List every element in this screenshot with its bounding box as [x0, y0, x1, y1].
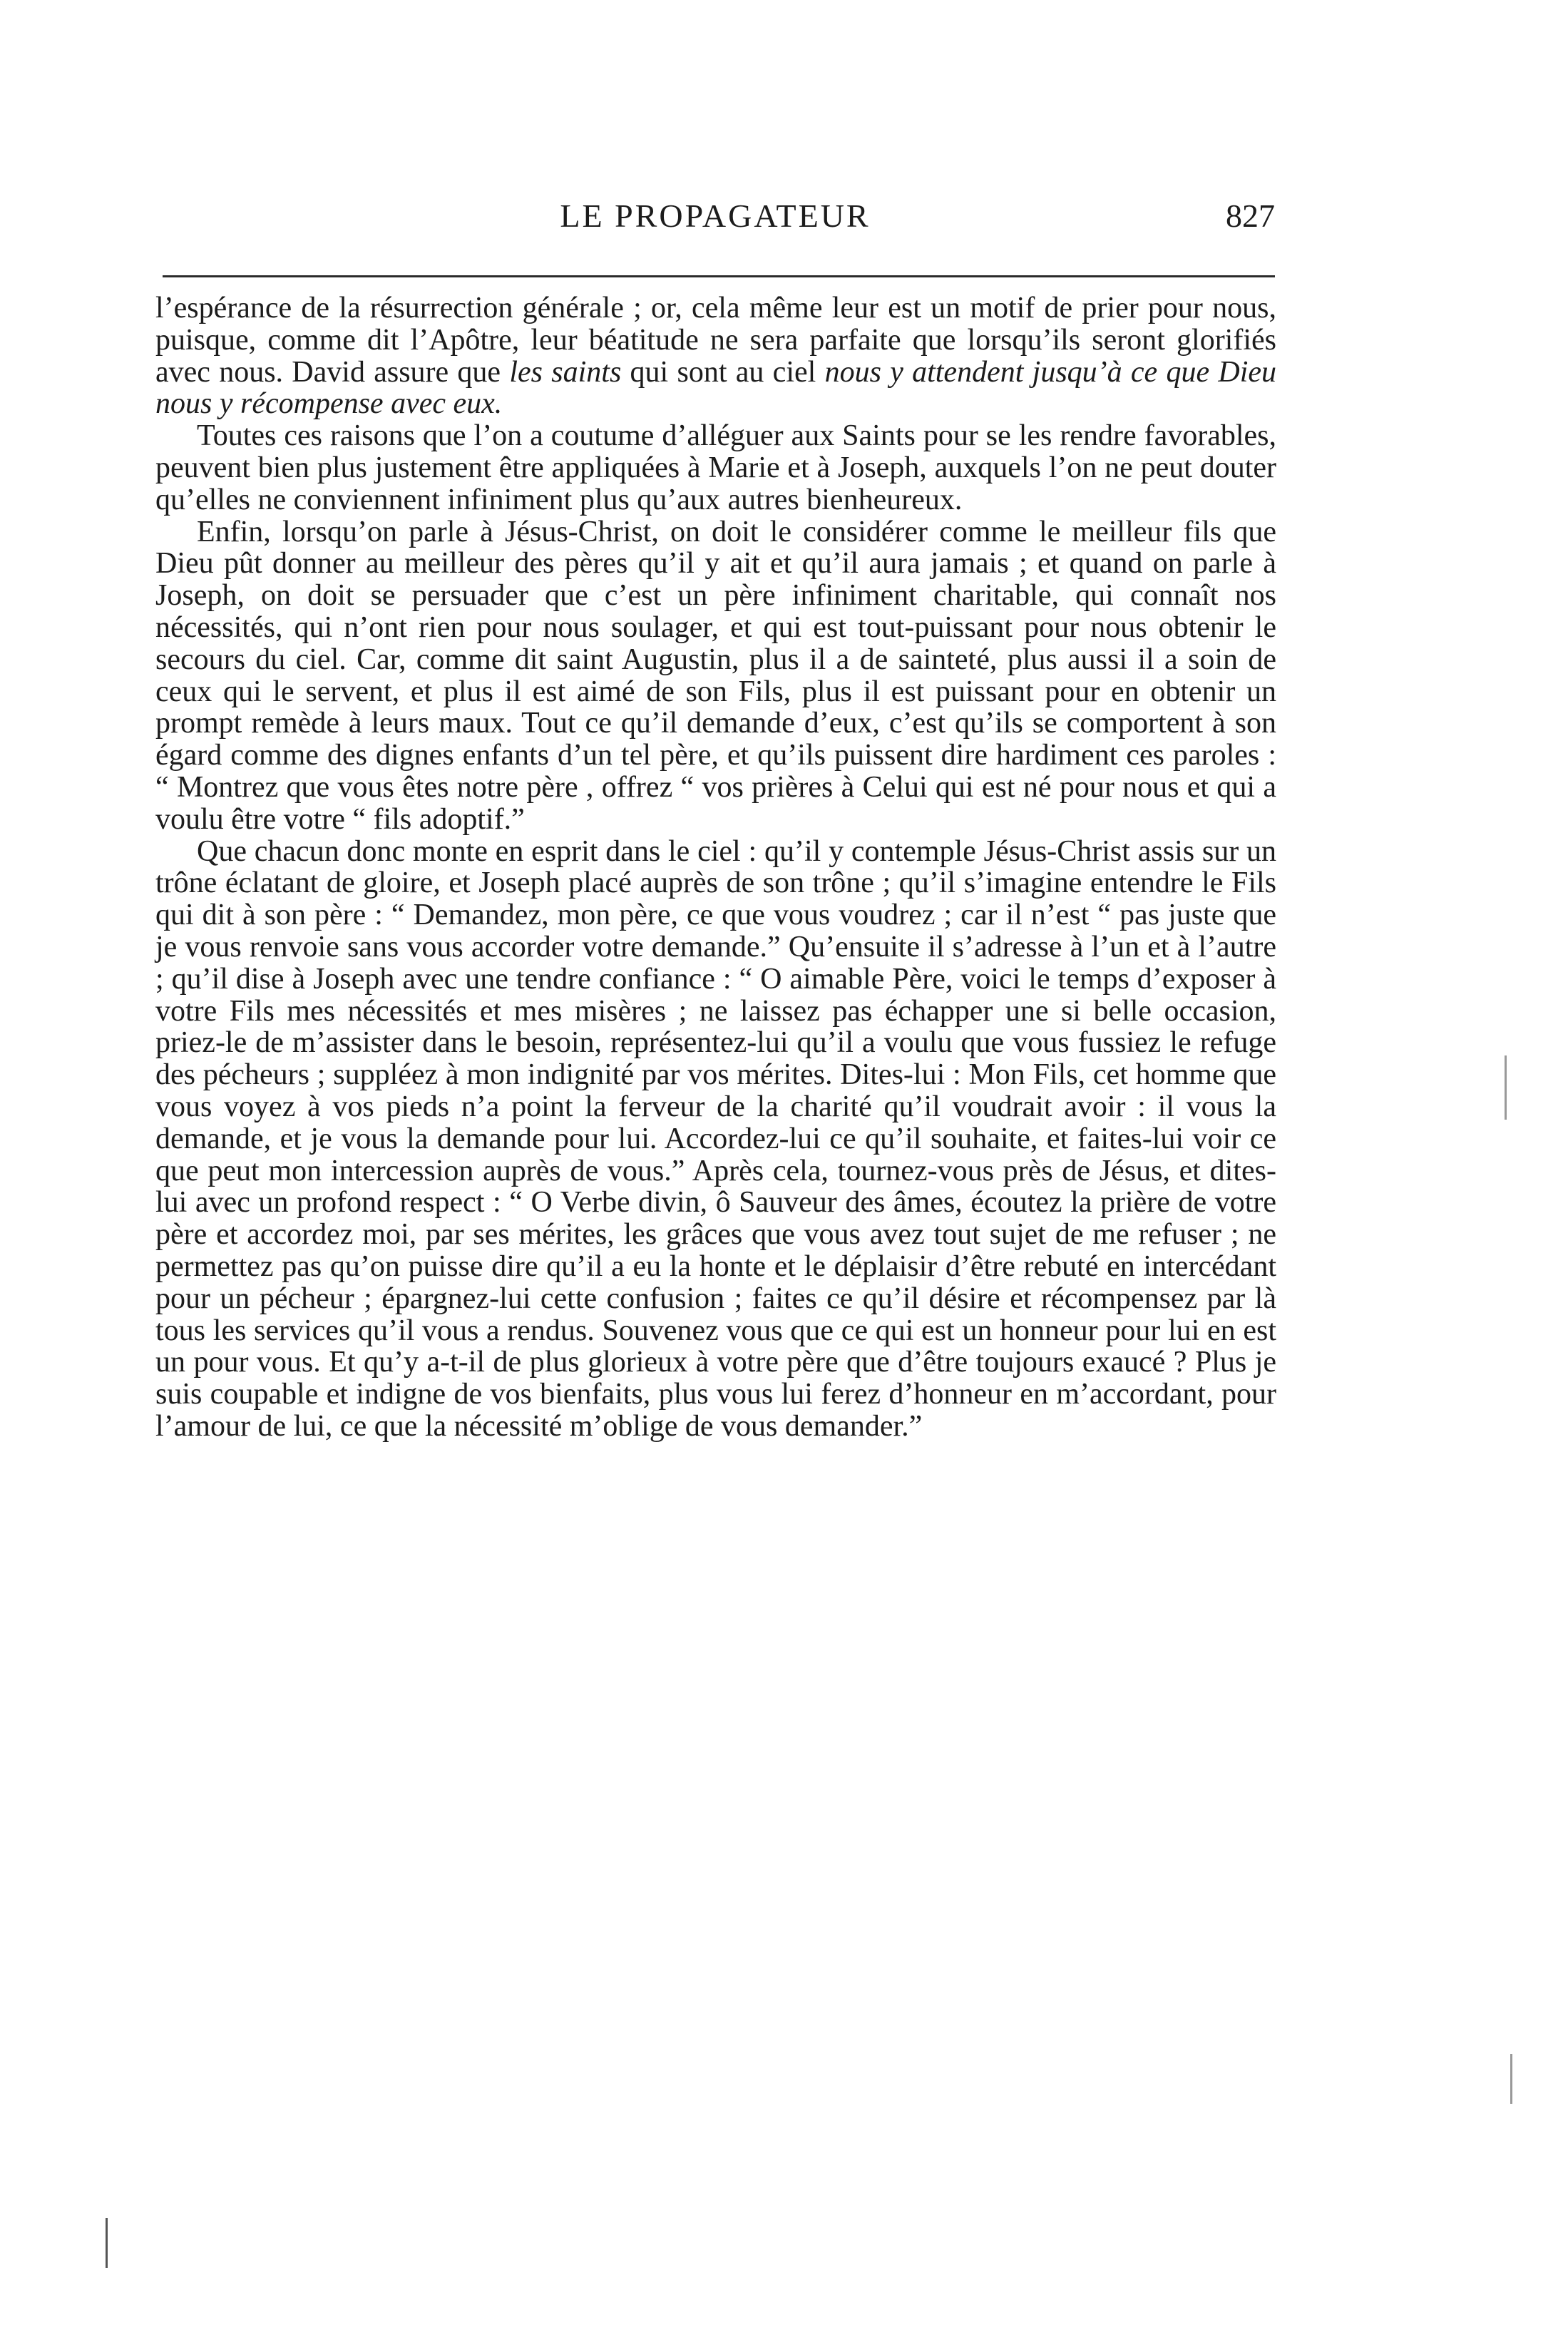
scan-edge-mark — [1505, 1055, 1507, 1120]
paragraph-1-italic-2: nous y attendent jusqu’à ce que Dieu nous y récompense avec eux. — [155, 355, 1277, 421]
paragraph-2 — [155, 420, 1276, 516]
running-head — [155, 191, 1275, 241]
running-title: LE PROPAGATEUR — [560, 198, 871, 234]
paragraph-1-italic-1: les saints — [509, 355, 622, 389]
body-text — [155, 292, 1276, 1443]
paragraph-3 — [155, 516, 1276, 836]
paragraph-3-text: Enfin, lorsqu’on parle à Jésus-Christ, on doit le considérer comme le meilleur fils que Dieu pût donner au meilleur des pères qu’il y ait et qu’il aura jamais ; et quand on parle à Joseph, on doit se persuader que c’est un père infiniment charitable, qui connaît nos nécessités, qui n’ont rien pour nous soulager, et qui est tout-puissant pour nous obtenir le secours du ciel. Car, comme dit saint Augustin, plus il a de sainteté, plus aussi il a soin de ceux qui le servent, et plus il est aimé de son Fils, plus il est puissant pour en obtenir un prompt remède à leurs maux. Tout ce qu’il demande d’eux, c’est qu’ils se comportent à son égard comme des dignes enfants d’un tel père, et qu’ils puissent dire hardiment ces paroles : “ Montrez que vous êtes notre père , offrez “ vos prières à Celui qui est né pour nous et qui a voulu être votre “ fils adoptif.” — [155, 515, 1276, 836]
paragraph-1-text-1: l’espérance de la résurrection générale ; or, cela même leur est un motif de prier pour nous, puisque, comme dit l’Apôtre, leur béatitude ne sera parfaite que lorsqu’ils seront glorifiés avec nous. David assure que — [155, 292, 1276, 389]
paragraph-1 — [155, 292, 1276, 420]
page-number: 827 — [1226, 198, 1275, 234]
scan-edge-mark — [106, 2218, 108, 2268]
paragraph-1-text-2: qui sont au ciel — [621, 355, 825, 389]
header-rule — [163, 275, 1275, 277]
paragraph-2-text: Toutes ces raisons que l’on a coutume d’alléguer aux Saints pour se les rendre favorables, peuvent bien plus justement être appliquées à Marie et à Joseph, auxquels l’on ne peut douter qu’elles ne conviennent infiniment plus qu’aux autres bienheureux. — [155, 419, 1276, 516]
paragraph-4-text: Que chacun donc monte en esprit dans le ciel : qu’il y contemple Jésus-Christ assis sur un trône éclatant de gloire, et Joseph placé auprès de son trône ; qu’il s’imagine entendre le Fils qui dit à son père : “ Demandez, mon père, ce que vous voudrez ; car il n’est “ pas juste que je vous renvoie sans vous accorder votre demande.” Qu’ensuite il s’adresse à l’un et à l’autre ; qu’il dise à Joseph avec une tendre confiance : “ O aimable Père, voici le temps d’exposer à votre Fils mes nécessités et mes misères ; ne laissez pas échapper une si belle occasion, priez-le de m’assister dans le besoin, représentez-lui qu’il a voulu que vous fussiez le refuge des pécheurs ; suppléez à mon indignité par vos mérites. Dites-lui : Mon Fils, cet homme que vous voyez à vos pieds n’a point la ferveur de la charité qu’il voudrait avoir : il vous la demande, et je vous la demande pour lui. Accordez-lui ce qu’il souhaite, et faites-lui voir ce que peut mon intercession auprès de vous.” Après cela, tournez-vous près de Jésus, et dites-lui avec un profond respect : “ O Verbe divin, ô Sauveur des âmes, écoutez la prière de votre père et accordez moi, par ses mérites, les grâces que vous avez tout sujet de me refuser ; ne permettez pas qu’on puisse dire qu’il a eu la honte et le déplaisir d’être rebuté en intercédant pour un pécheur ; épargnez-lui cette confusion ; faites ce qu’il désire et récompensez par là tous les services qu’il vous a rendus. Souvenez vous que ce qui est un honneur pour lui en est un pour vous. Et qu’y a-t-il de plus glorieux à votre père que d’être toujours exaucé ? Plus je suis coupable et indigne de vos bienfaits, plus vous lui ferez d’honneur en m’accordant, pour l’amour de lui, ce que la nécessité m’oblige de vous demander.” — [155, 834, 1276, 1443]
scan-edge-mark — [1510, 2054, 1512, 2104]
paragraph-4 — [155, 836, 1276, 1443]
